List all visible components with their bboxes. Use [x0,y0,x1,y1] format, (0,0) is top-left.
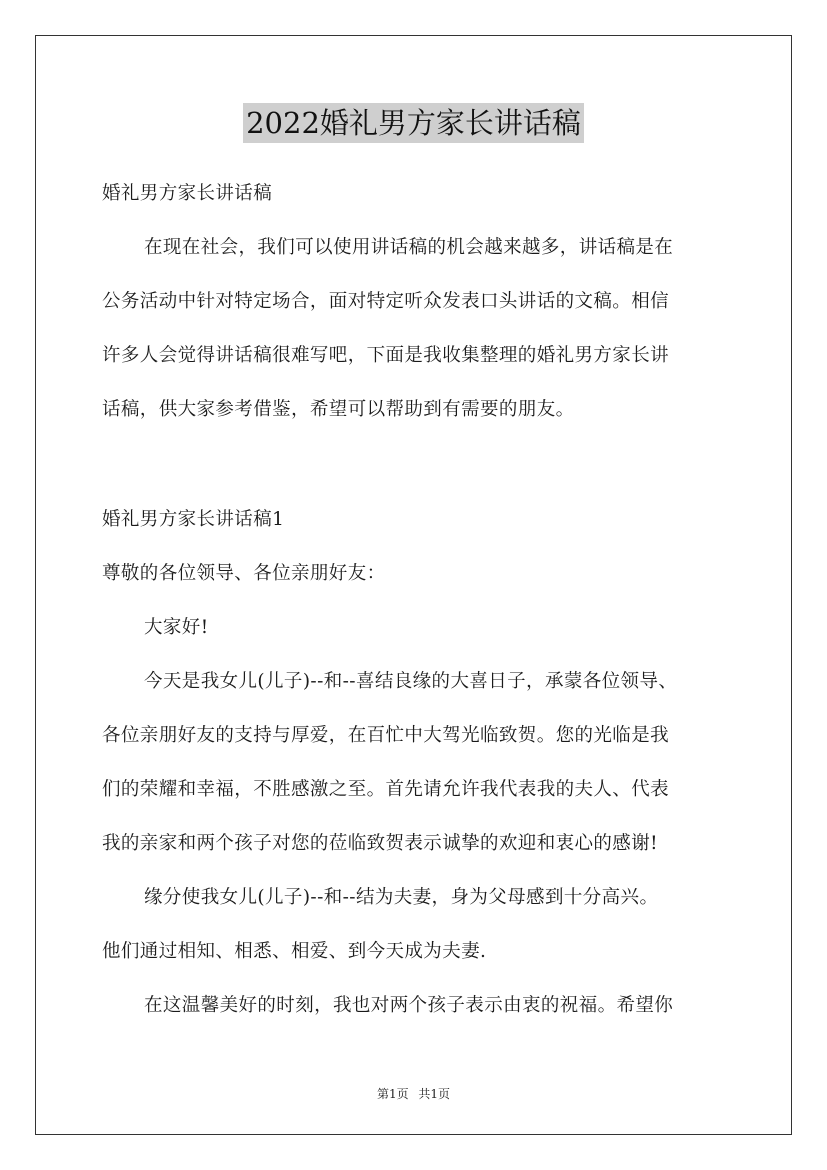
paragraph-line: 他们通过相知、相悉、相爱、到今天成为夫妻. [102,941,487,962]
paragraph-line: 话稿，供大家参考借鉴，希望可以帮助到有需要的朋友。 [102,399,575,420]
title-container [0,103,827,143]
paragraph-line: 我的亲家和两个孩子对您的莅临致贺表示诚挚的欢迎和衷心的感谢! [102,833,658,854]
page-number: 第1页 [376,1087,409,1101]
document-title: 2022婚礼男方家长讲话稿 [243,103,584,143]
page-footer [0,1086,827,1102]
section-heading: 婚礼男方家长讲话稿1 [102,509,285,530]
paragraph-line: 许多人会觉得讲话稿很难写吧，下面是我收集整理的婚礼男方家长讲 [102,345,670,366]
doc-heading: 婚礼男方家长讲话稿 [102,183,273,204]
paragraph-line: 各位亲朋好友的支持与厚爱，在百忙中大驾光临致贺。您的光临是我 [102,725,670,746]
paragraph-line: 公务活动中针对特定场合，面对特定听众发表口头讲话的文稿。相信 [102,291,670,312]
greeting: 大家好! [144,617,209,638]
salutation: 尊敬的各位领导、各位亲朋好友： [102,563,386,584]
page-total: 共1页 [418,1087,451,1101]
paragraph-line: 缘分使我女儿(儿子)--和--结为夫妻，身为父母感到十分高兴。 [144,887,659,908]
paragraph-line: 在这温馨美好的时刻，我也对两个孩子表示由衷的祝福。希望你 [144,995,674,1016]
paragraph-line: 在现在社会，我们可以使用讲话稿的机会越来越多，讲话稿是在 [144,237,674,258]
paragraph-line: 今天是我女儿(儿子)--和--喜结良缘的大喜日子，承蒙各位领导、 [144,671,678,692]
paragraph-line: 们的荣耀和幸福，不胜感激之至。首先请允许我代表我的夫人、代表 [102,779,670,800]
